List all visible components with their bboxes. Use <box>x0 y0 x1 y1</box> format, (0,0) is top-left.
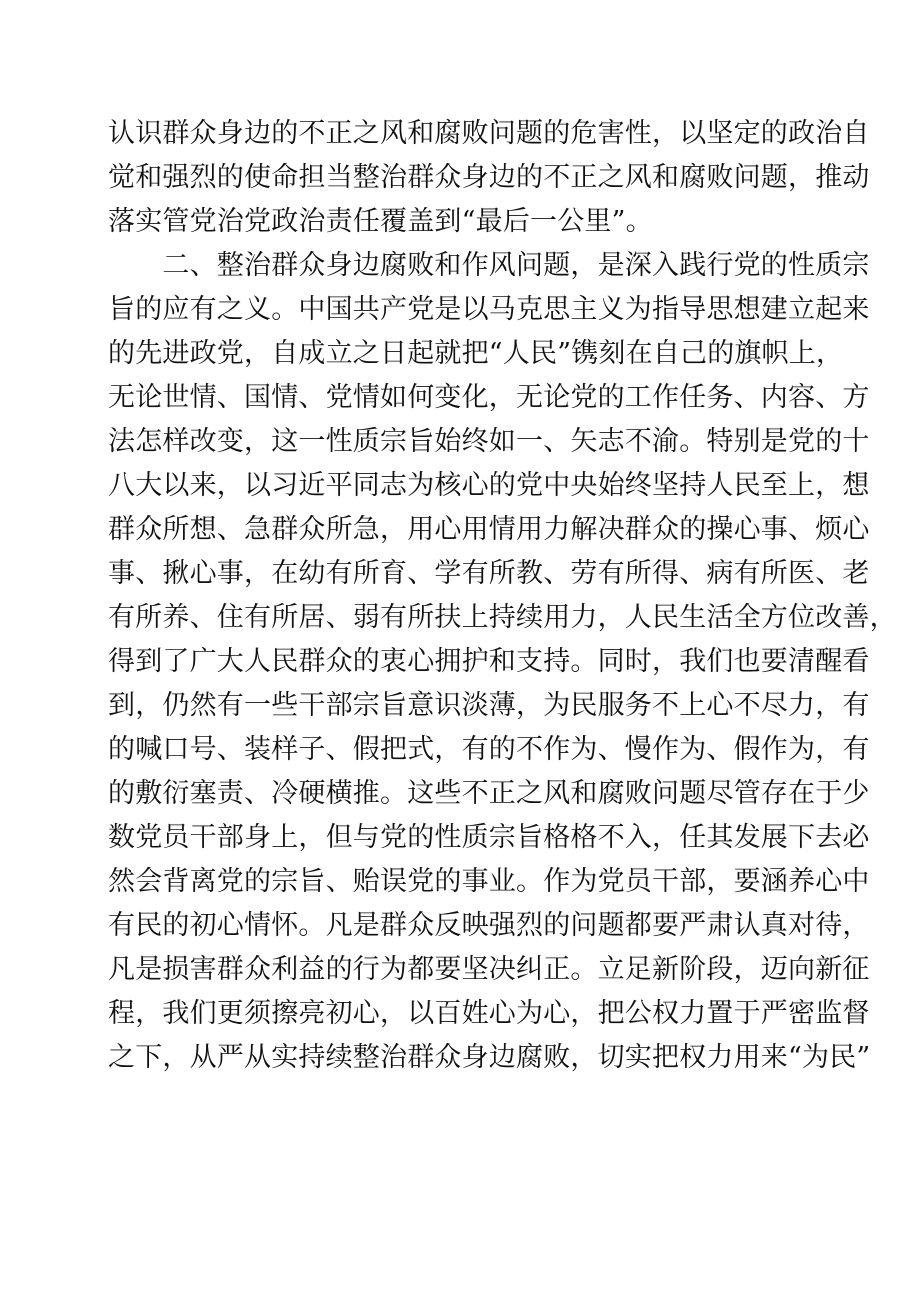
text-line-7: 无论世情、国情、党情如何变化，无论党的工作任务、内容、方 <box>108 382 870 413</box>
text-line-2: 觉和强烈的使命担当整治群众身边的不正之风和腐败问题，推动 <box>108 162 870 193</box>
text-line-4: 二、整治群众身边腐败和作风问题，是深入践行党的性质宗 <box>108 250 870 281</box>
text-line-21: 程，我们更须擦亮初心，以百姓心为心，把公权力置于严密监督 <box>108 998 870 1029</box>
text-line-13: 得到了广大人民群众的衷心拥护和支持。同时，我们也要清醒看 <box>108 646 870 677</box>
text-line-20: 凡是损害群众利益的行为都要坚决纠正。立足新阶段，迈向新征 <box>108 954 870 985</box>
text-line-16: 的敷衍塞责、冷硬横推。这些不正之风和腐败问题尽管存在于少 <box>108 778 870 809</box>
text-line-18: 然会背离党的宗旨、贻误党的事业。作为党员干部，要涵养心中 <box>108 866 870 897</box>
text-line-22: 之下，从严从实持续整治群众身边腐败，切实把权力用来“为民” <box>108 1042 871 1073</box>
text-line-11: 事、揪心事，在幼有所育、学有所教、劳有所得、病有所医、老 <box>108 558 870 589</box>
text-line-3: 落实管党治党政治责任覆盖到“最后一公里”。 <box>108 206 653 237</box>
text-line-17: 数党员干部身上，但与党的性质宗旨格格不入，任其发展下去必 <box>108 822 870 853</box>
text-line-9: 八大以来，以习近平同志为核心的党中央始终坚持人民至上，想 <box>108 470 870 501</box>
body-text <box>108 112 897 1080</box>
text-line-1: 认识群众身边的不正之风和腐败问题的危害性，以坚定的政治自 <box>108 118 870 149</box>
text-line-10: 群众所想、急群众所急，用心用情用力解决群众的操心事、烦心 <box>108 514 870 545</box>
text-line-19: 有民的初心情怀。凡是群众反映强烈的问题都要严肃认真对待， <box>108 910 870 941</box>
text-line-14: 到，仍然有一些干部宗旨意识淡薄，为民服务不上心不尽力，有 <box>108 690 870 721</box>
text-line-6: 的先进政党，自成立之日起就把“人民”镌刻在自己的旗帜上， <box>108 338 844 369</box>
text-line-5: 旨的应有之义。中国共产党是以马克思主义为指导思想建立起来 <box>108 294 870 325</box>
text-line-15: 的喊口号、装样子、假把式，有的不作为、慢作为、假作为，有 <box>108 734 870 765</box>
text-line-12: 有所养、住有所居、弱有所扶上持续用力，人民生活全方位改善， <box>108 602 897 633</box>
text-line-8: 法怎样改变，这一性质宗旨始终如一、矢志不渝。特别是党的十 <box>108 426 870 457</box>
